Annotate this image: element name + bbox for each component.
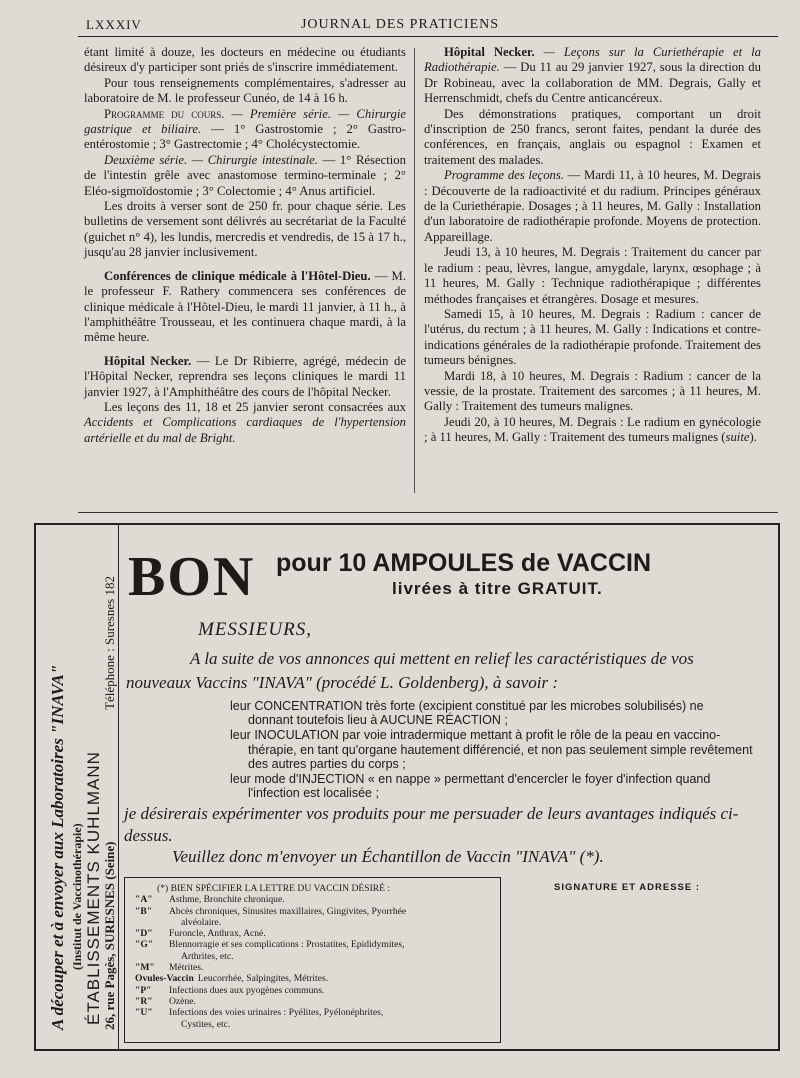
coupon-title: BON [128,546,256,608]
feature-line: leur INOCULATION par voie intradermique mettant à profit le rôle de la peau en vaccino- [230,728,721,743]
request-text: je désirerais expérimenter vos produits pour me persuader de leurs avantages indiqués ci-dessus. [124,804,739,845]
vaccine-indication: Asthme, Bronchite chronique. [169,894,285,906]
program-label: Programme du cours. [104,106,225,121]
paragraph [84,107,406,153]
section-heading: Conférences de clinique médicale à l'Hôtel-Dieu. [104,268,371,283]
paragraph: étant limité à douze, les docteurs en médecine ou étudiants désireux d'y participer sont priés de s'inscrire immédiatement. [84,45,406,75]
company-address: 26, rue Pagès, SURESNES (Seine) [102,841,117,1030]
vaccine-indication: Infections des voies urinaires : Pyélites, Pyélonéphrites, [169,1007,384,1019]
feature-item [230,699,778,727]
company-phone: Téléphone : Suresnes 182 [102,576,117,710]
paragraph: Jeudi 13, à 10 heures, M. Degrais : Traitement du cancer par le radium : peau, lèvres, langue, amygdale, larynx, œsophage ; à 11 heures, M. Gally : Technique radiothérapique ; différentes méthodes françaises et étrangères. Dosage et mesures. [424,245,761,306]
vaccine-row [135,928,495,939]
vaccine-features [230,699,778,801]
vaccine-code: "U" [135,1007,153,1019]
paragraph-text: ). [749,430,757,445]
page-header [0,0,800,40]
vaccine-indication-cont: Cystites, etc. [181,1018,231,1030]
salutation: MESSIEURS, [198,619,312,640]
coupon-offer: pour 10 AMPOULES de VACCIN [276,549,652,577]
coupon-intro [126,647,771,695]
paragraph [424,45,761,107]
paragraph [84,153,406,199]
signature-field[interactable]: SIGNATURE ET ADRESSE : [554,882,701,893]
column-divider [414,48,415,493]
series-title: — Première série. — Chirurgie gastrique et biliaire. [84,106,406,137]
sample-request: Veuillez donc m'envoyer un Échantillon de Vaccin "INAVA" (*). [172,847,604,866]
paragraph-text: — Mardi 11, à 10 heures, M. Degrais : Découverte de la radioactivité et du radium. Principes généraux de la Curiethérapie. Dosages ; à 11 heures, M. Gally : Installation d'un laboratoire de radiothérapie profonde. Moyens de protection. Appareillage. [424,168,761,244]
vaccine-row [135,1007,495,1018]
coupon-free: livrées à titre GRATUIT. [392,579,603,598]
vaccine-indication-cont: Arthrites, etc. [181,950,234,962]
paragraph [424,168,761,245]
paragraph [84,269,406,346]
paragraph [84,354,406,400]
vaccine-row [135,996,495,1007]
vaccine-indication-cont: alvéolaire. [181,916,222,928]
journal-title: JOURNAL DES PRATICIENS [300,17,500,32]
paragraph-text: suite [725,430,750,445]
vaccine-code: "D" [135,928,153,940]
vaccine-indication: Furoncle, Anthrax, Acné. [169,928,266,940]
paragraph-text: — 1° Résection de l'intestin grêle avec anastomose termino-terminale ; 2° Eléo-sigmoïdostomie ; 3° Colectomie ; 4° Anus artificiel. [84,152,406,198]
section-heading: Hôpital Necker. [104,353,192,368]
vaccine-row [135,939,495,950]
intro-line: nouveaux Vaccins "INAVA" (procédé L. Goldenberg), à savoir : [126,673,559,692]
paragraph: Mardi 18, à 10 heures, M. Degrais : Radium : cancer de la vessie, de la prostate. Traitement des sarcomes ; à 11 heures, M. Gally : Traitement des tumeurs malignes. [424,368,761,414]
vaccine-indication: Métrites. [169,962,204,974]
vaccine-list-box [124,877,501,1043]
paragraph-text: — 1° Gastrostomie ; 2° Gastro-entérostomie ; 3° Gastrectomie ; 4° Cholécystectomie. [84,122,406,152]
feature-item [230,728,778,771]
paragraph-text: Les leçons des 11, 18 et 25 janvier seront consacrées aux [104,399,406,414]
feature-line: thérapie, en tant qu'organe hautement différencié, et non pas seulement simple revêtement [248,742,753,757]
feature-line: des autres parties du corps ; [248,756,406,771]
paragraph: Samedi 15, à 10 heures, M. Degrais : Radium : cancer de l'utérus, du rectum ; à 11 heures, M. Gally : Indications et contre-indications générales de la radiothérapie profonde. Traitement des tumeurs bénignes. [424,306,761,368]
feature-item [230,772,778,800]
feature-line: l'infection est localisée ; [248,786,379,801]
section-rule [78,512,778,513]
institute-text: (Institut de Vaccinothérapie) [70,823,84,970]
vaccine-code: "G" [135,939,154,951]
paragraph: Les droits à verser sont de 250 fr. pour chaque série. Les bulletins de versement sont délivrés au secrétariat de la Faculté (guichet n° 4), les lundis, mercredis et vendredis, de 15 à 17 h., jusqu'au 28 janvier inclusivement. [84,199,406,260]
vaccine-indication: Leucorrhée, Salpingites, Métrites. [197,973,329,985]
lesson-topic: Accidents et Complications cardiaques de l'hypertension artérielle et du mal de Bright. [84,415,406,445]
vaccine-row [135,985,495,996]
paragraph: Pour tous renseignements complémentaires, s'adresser au laboratoire de M. le professeur Cunéo, de 14 à 16 h. [84,75,406,106]
company-name: ÉTABLISSEMENTS KUHLMANN [84,751,103,1025]
paragraph-text: — Le Dr Ribierre, agrégé, médecin de l'Hôpital Necker, reprendra ses leçons cliniques le mardi 11 janvier 1927, à l'Amphithéâtre des cours de l'hôpital Necker. [84,353,406,399]
paragraph-text: — Du 11 au 29 janvier 1927, sous la direction du Dr Robineau, avec la collaboration de MM. Degrais, Gally et Herrenschmidt, chefs du Centre anticancéreux. [424,60,761,106]
feature-line: donnant toutefois lieu à AUCUNE RÉACTION ; [248,713,508,728]
coupon-side-panel [36,525,119,1049]
vaccine-code: "A" [135,894,153,906]
vaccine-coupon [34,523,780,1051]
vaccine-code: "P" [135,984,152,996]
paragraph-text: — M. le professeur F. Rathery commencera ses conférences de clinique médicale à l'Hôtel-Dieu, le mardi 11 janvier, à 11 h., à l'amphithéâtre Trousseau, et les continuera chaque mardi, à la même heure. [84,268,407,345]
right-column [424,45,761,446]
left-column [84,45,406,446]
vaccine-row [135,962,495,973]
vaccine-indication: Ozène. [169,995,196,1007]
paragraph [424,415,761,446]
series-title: Deuxième série. — Chirurgie intestinale. [104,152,318,167]
feature-line: leur mode d'INJECTION « en nappe » permettant d'encercler le foyer d'infection quand [230,772,711,787]
vaccine-row [135,973,495,984]
paragraph [84,400,406,446]
intro-line: A la suite de vos annonces qui mettent en relief les caractéristiques de vos [190,649,694,668]
section-subheading: — Leçons sur la Curiethérapie et la Radiothérapie. [424,45,761,75]
paragraph-text: Jeudi 20, à 10 heures, M. Degrais : Le radium en gynécologie ; à 11 heures, M. Gally : Traitement des tumeurs malignes ( [424,414,761,445]
vaccine-row [135,906,495,917]
vaccine-indication: Blennorragie et ses complications : Prostatites, Epididymites, [169,939,405,951]
header-rule [78,36,778,37]
vaccine-code: "B" [135,905,153,917]
vaccine-code: "M" [135,962,155,974]
feature-line: leur CONCENTRATION très forte (excipient constitué par les microbes solubilisés) ne [230,699,704,713]
page-number: LXXXIV [86,17,142,32]
vaccine-list-title: (*) BIEN SPÉCIFIER LA LETTRE DU VACCIN DÉSIRÉ : [157,883,391,894]
section-heading: Hôpital Necker. [444,45,535,59]
vaccine-code: Ovules-Vaccin [135,973,194,985]
vaccine-list [135,883,495,1030]
vaccine-code: "R" [135,995,153,1007]
vaccine-indication: Abcès chroniques, Sinusites maxillaires, Gingivites, Pyorrhée [169,905,407,917]
program-label: Programme des leçons. [444,168,564,183]
vaccine-row [135,894,495,905]
vaccine-indication: Infections dues aux pyogènes communs. [169,984,325,996]
cut-and-send-text: A découper et à envoyer aux Laboratoires "INAVA" [48,664,67,1030]
paragraph: Des démonstrations pratiques, comportant un droit d'inscription de 250 francs, seront faites, pendant la durée des conférences, en français, anglais ou espagnol : Examen et traitement des malades. [424,106,761,167]
